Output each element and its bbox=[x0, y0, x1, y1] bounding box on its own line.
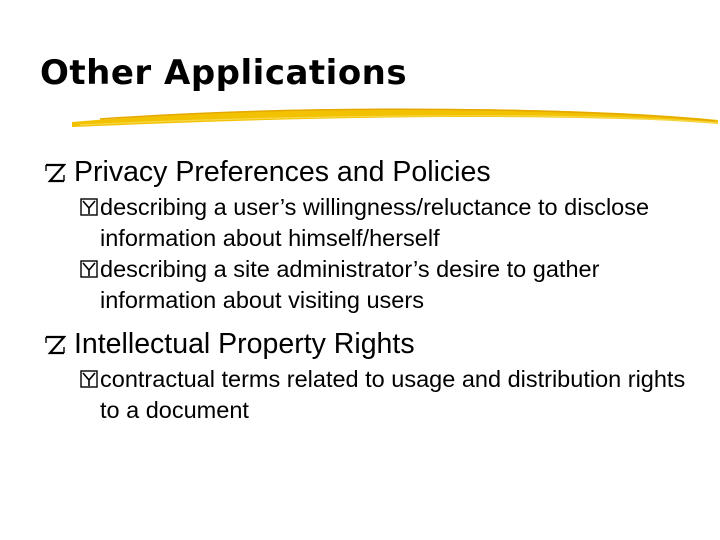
sub-item-site-admin bbox=[100, 254, 704, 316]
sub-item-label: contractual terms related to usage and distribution rights to a document bbox=[100, 366, 686, 423]
sub-item-label: describing a site administrator’s desire to gather information about visiting users bbox=[100, 256, 600, 313]
list-item-ip-rights bbox=[44, 324, 704, 364]
y-checkbox-icon bbox=[80, 198, 98, 216]
z-glyph-icon bbox=[44, 163, 66, 185]
slide-title: Other Applications bbox=[40, 53, 408, 93]
y-checkbox-icon bbox=[80, 260, 98, 278]
list-item-privacy bbox=[44, 152, 704, 192]
sub-item-label: describing a user’s willingness/reluctance to disclose information about himself/herself bbox=[100, 194, 650, 251]
list-item-label: Intellectual Property Rights bbox=[74, 328, 415, 360]
bullet-list bbox=[44, 150, 704, 426]
sub-item-user-willingness bbox=[100, 192, 704, 254]
z-glyph-icon bbox=[44, 335, 66, 357]
list-item-label: Privacy Preferences and Policies bbox=[74, 156, 491, 188]
title-underline-swoosh bbox=[70, 100, 720, 134]
y-checkbox-icon bbox=[80, 370, 98, 388]
sub-item-contractual-terms bbox=[100, 364, 704, 426]
